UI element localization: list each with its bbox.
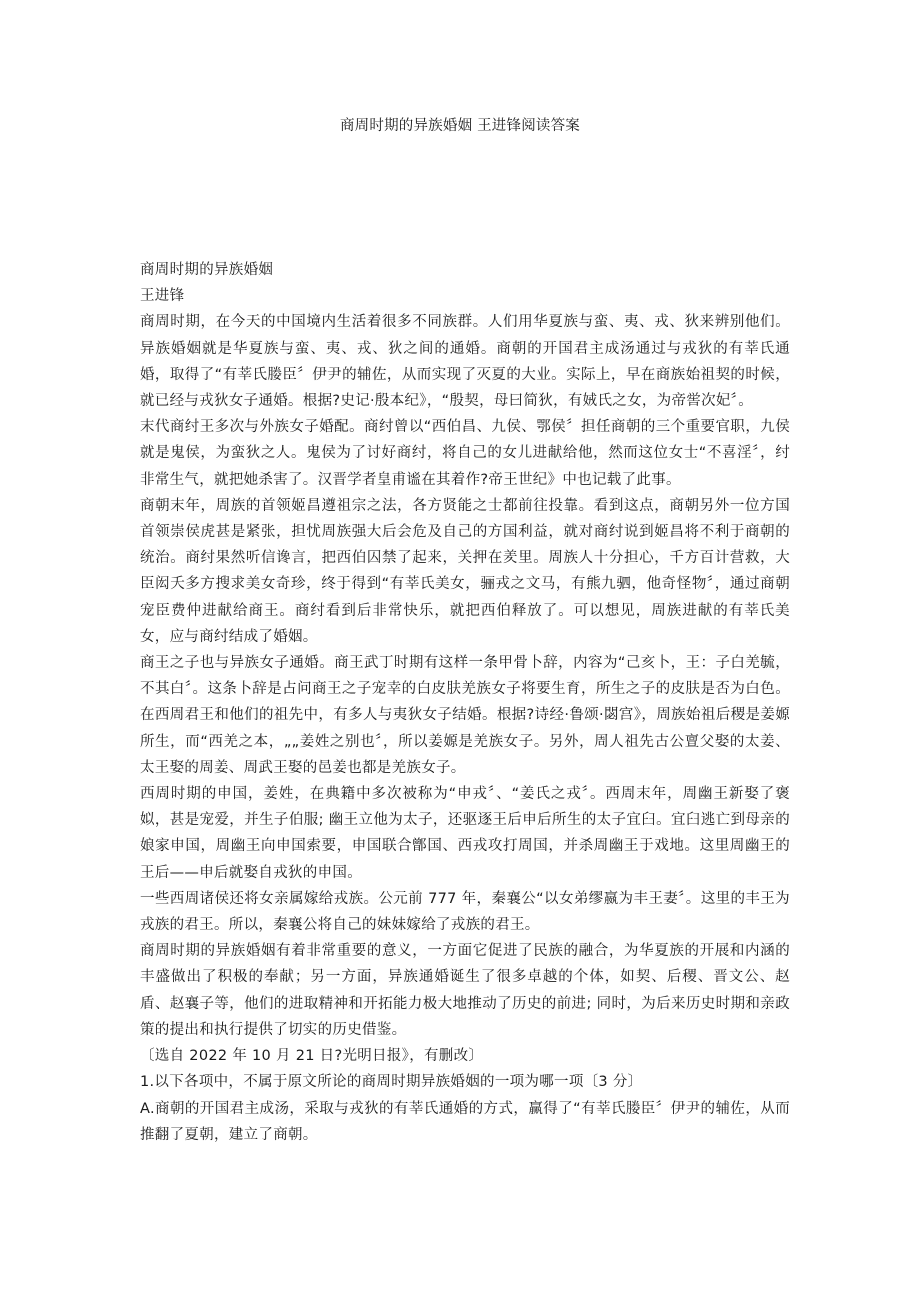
question-1: 1.以下各项中，不属于原文所论的商周时期异族婚姻的一项为哪一项〔3 分〕 xyxy=(140,1074,643,1091)
paragraph-6: 一些西周诸侯还将女亲属嫁给戎族。公元前 777 年，秦襄公“以女弟缪嬴为丰王妻〞。这里的丰王为戎族的君王。所以，秦襄公将自己的妹妹嫁给了戎族的君王。 xyxy=(140,890,790,934)
source-note: 〔选自 2022 年 10 月 21 日?光明日报》，有删改〕 xyxy=(140,1048,484,1065)
paragraph-1: 商周时期，在今天的中国境内生活着很多不同族群。人们用华夏族与蛮、夷、戎、狄来辨别他们。异族婚姻就是华夏族与蛮、夷、戎、狄之间的通婚。商朝的开国君主成汤通过与戎狄的有莘氏通婚，取得了“有莘氏媵臣〞伊尹的辅佐，从而实现了灭夏的大业。实际上，早在商族始祖契的时候，就已经与戎狄女子通婚。根据?史记·殷本纪》，“殷契，母曰简狄，有娀氏之女，为帝喾次妃〞。 xyxy=(140,314,790,410)
paragraph-5: 西周时期的申国，姜姓，在典籍中多次被称为“申戎〞、“姜氏之戎〞。西周末年，周幽王新娶了褒姒，甚是宠爱，并生子伯服; 幽王立他为太子，还驱逐王后申后所生的太子宜臼。宜臼逃亡到母亲的娘家申国，周幽王向申国索要，申国联合鄫国、西戎攻打周国，并杀周幽王于戏地。这里周幽王的王后——申后就娶自戎狄的申国。 xyxy=(140,786,790,881)
article-title: 商周时期的异族婚姻 xyxy=(140,262,274,278)
article-author: 王进锋 xyxy=(140,288,185,305)
paragraph-3: 商朝末年，周族的首领姬昌遵祖宗之法，各方贤能之士都前往投靠。看到这点，商朝另外一位方国首领崇侯虎甚是紧张，担忧周族强大后会危及自己的方国利益，就对商纣说到姬昌将不利于商朝的统治。商纣果然听信谗言，把西伯囚禁了起来，关押在羑里。周族人十分担心，千方百计营救，大臣闳夭多方搜求美女奇珍，终于得到“有莘氏美女，骊戎之文马，有熊九驷，他奇怪物〞，通过商朝宠臣费仲进献给商王。商纣看到后非常快乐，就把西伯释放了。可以想见，周族进献的有莘氏美女，应与商纣结成了婚姻。 xyxy=(140,497,790,645)
paragraph-2: 末代商纣王多次与外族女子婚配。商纣曾以“西伯昌、九侯、鄂侯〞担任商朝的三个重要官职，九侯就是鬼侯，为蛮狄之人。鬼侯为了讨好商纣，将自己的女儿进献给他，然而这位女士“不喜淫〞，纣非常生气，就把她杀害了。汉晋学者皇甫谧在其着作?帝王世纪》中也记载了此事。 xyxy=(140,419,790,488)
article-body xyxy=(140,257,790,1148)
document-title: 商周时期的异族婚姻 王进锋阅读答案 xyxy=(339,118,580,134)
paragraph-7: 商周时期的异族婚姻有着非常重要的意义，一方面它促进了民族的融合，为华夏族的开展和内涵的丰盛做出了积极的奉献；另一方面，异族通婚诞生了很多卓越的个体，如契、后稷、晋文公、赵盾、赵襄子等，他们的进取精神和开拓能力极大地推动了历史的前进; 同时，为后来历史时期和亲政策的提出和执行提供了切实的历史借鉴。 xyxy=(140,943,790,1038)
paragraph-4: 商王之子也与异族女子通婚。商王武丁时期有这样一条甲骨卜辞，内容为“己亥卜，王：子白羌毓，不其白〞。这条卜辞是占问商王之子宠幸的白皮肤羌族女子将要生育，所生之子的皮肤是否为白色。在西周君王和他们的祖先中，有多人与夷狄女子结婚。根据?诗经·鲁颂·閟宫》，周族始祖后稷是姜嫄所生，而“西羌之本，„„姜姓之别也〞，所以姜嫄是羌族女子。另外，周人祖先古公亶父娶的太姜、太王娶的周姜、周武王娶的邑姜也都是羌族女子。 xyxy=(140,655,790,776)
question-1-option-a: A.商朝的开国君主成汤，采取与戎狄的有莘氏通婚的方式，赢得了“有莘氏媵臣〞伊尹的辅佐，从而推翻了夏朝，建立了商朝。 xyxy=(140,1100,790,1143)
